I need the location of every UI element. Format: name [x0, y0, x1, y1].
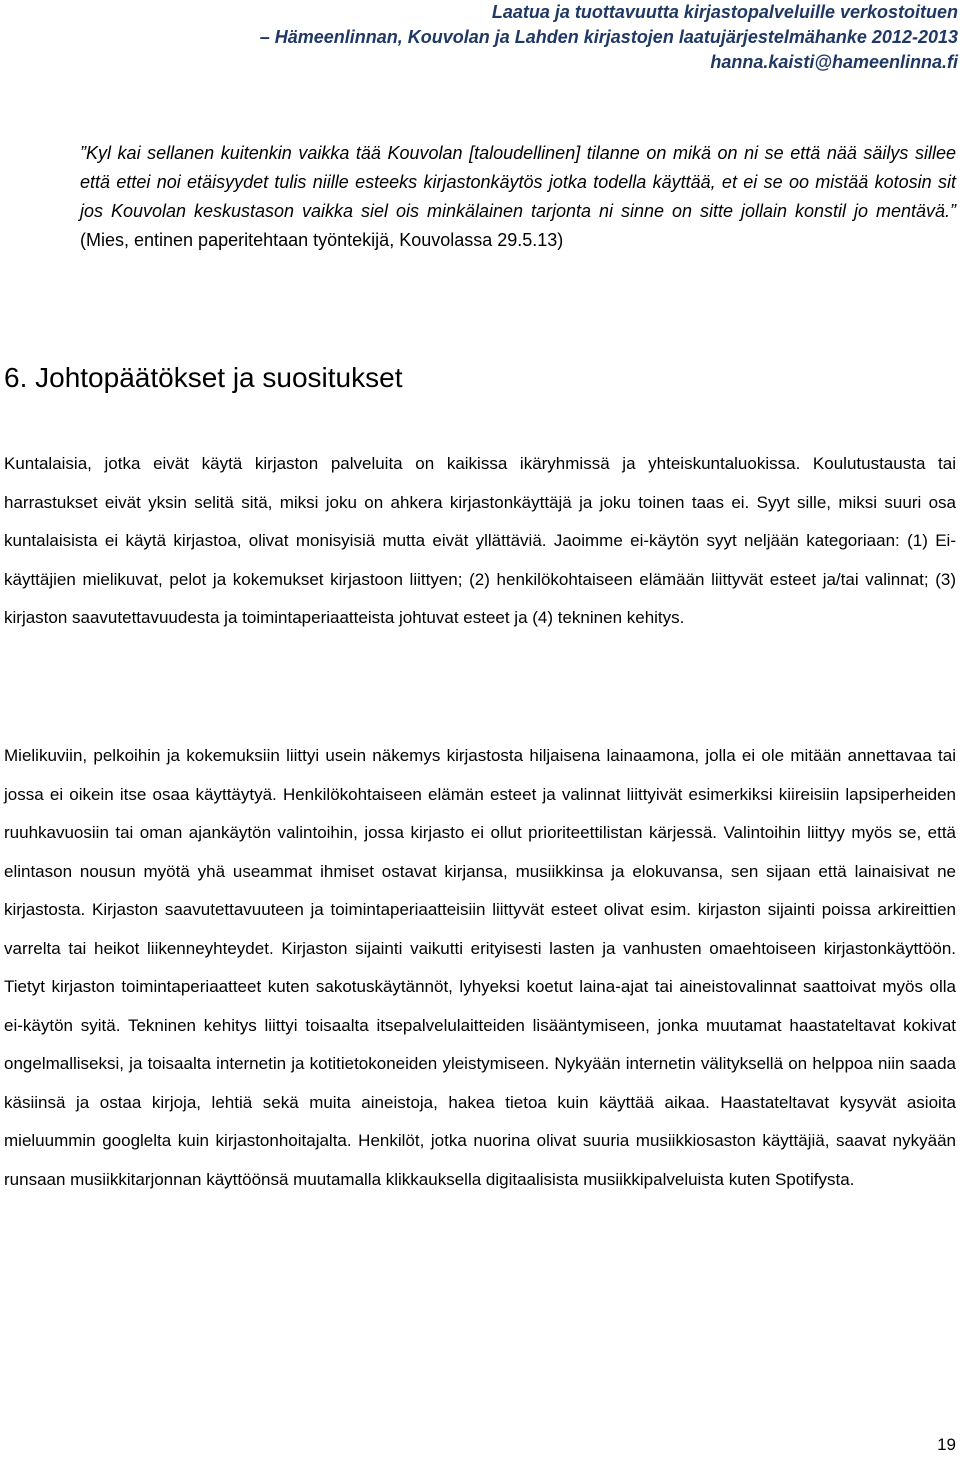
header-contact-email: hanna.kaisti@hameenlinna.fi [710, 52, 958, 72]
interview-quote [80, 139, 956, 255]
page-number: 19 [937, 1435, 956, 1454]
header-project-title: Laatua ja tuottavuutta kirjastopalveluille verkostoituen [491, 2, 958, 22]
quote-text: ”Kyl kai sellanen kuitenkin vaikka tää Kouvolan [taloudellinen] tilanne on mikä on ni se että nää säilys sillee että ettei noi etäisyydet tulis niille esteeks kirjastonkäytös jotka todella käyttää, et ei se oo mistää kotosin sit jos Kouvolan keskustason vaikka siel ois minkälainen tarjonta ni sinne on sitte jollain konstil jo mentävä.” [80, 143, 956, 221]
body-paragraph-2: Mielikuviin, pelkoihin ja kokemuksiin liittyi usein näkemys kirjastosta hiljaisena lainaamona, jolla ei ole mitään annettavaa tai jossa ei oikein itse osaa käyttäytyä. Henkilökohtaiseen elämän esteet ja valinnat liittyivät esimerkiksi kiireisiin lapsiperheiden ruuhkavuosiin tai oman ajankäytön valintoihin, jossa kirjasto ei ollut prioriteettilistan kärjessä. Valintoihin liittyy myös se, että elintason nousun myötä yhä useammat ihmiset ostavat kirjansa, musiikkinsa ja elokuvansa, sen sijaan että lainaisivat ne kirjastosta. Kirjaston saavutettavuuteen ja toimintaperiaatteisiin liittyvät esteet olivat esim. kirjaston sijainti poissa arkireittien varrelta tai heikot liikenneyhteydet. Kirjaston sijainti vaikutti erityisesti lasten ja vanhusten omaehtoiseen kirjastonkäyttöön. Tietyt kirjaston toimintaperiaatteet kuten sakotuskäytännöt, lyhyeksi koetut laina-ajat tai aineistovalinnat saattoivat myös olla ei-käytön syitä. Tekninen kehitys liittyi toisaalta itsepalvelulaitteiden lisääntymiseen, jonka muutamat haastateltavat kokivat ongelmalliseksi, ja toisaalta internetin ja kotitietokoneiden yleistymiseen. Nykyään internetin välityksellä on helppoa niin saada käsiinsä ja ostaa kirjoja, lehtiä sekä muita aineistoja, hakea tietoa kuin käyttää aikaa. Haastateltavat kysyvät asioita mieluummin googlelta kuin kirjastonhoitajalta. Henkilöt, jotka nuorina olivat suuria musiikkiosaston käyttäjiä, saavat nykyään runsaan musiikkitarjonnan käyttöönsä muutamalla klikkauksella digitaalisista musiikkipalveluista kuten Spotifysta. [4, 746, 956, 1189]
quote-attribution: (Mies, entinen paperitehtaan työntekijä, Kouvolassa 29.5.13) [80, 230, 564, 250]
header-project-subtitle: – Hämeenlinnan, Kouvolan ja Lahden kirjastojen laatujärjestelmähanke 2012-2013 [259, 27, 958, 47]
document-header [58, 0, 958, 75]
section-heading: 6. Johtopäätökset ja suositukset [4, 362, 403, 393]
body-paragraph-1: Kuntalaisia, jotka eivät käytä kirjaston palveluita on kaikissa ikäryhmissä ja yhteiskuntaluokissa. Koulutustausta tai harrastukset eivät yksin selitä sitä, miksi joku on ahkera kirjastonkäyttäjä ja joku toinen taas ei. Syyt sille, miksi suuri osa kuntalaisista ei käytä kirjastoa, olivat monisyisiä mutta eivät yllättäviä. Jaoimme ei-käytön syyt neljään kategoriaan: (1) Ei-käyttäjien mielikuvat, pelot ja kokemukset kirjastoon liittyen; (2) henkilökohtaiseen elämään liittyvät esteet ja/tai valinnat; (3) kirjaston saavutettavuudesta ja toimintaperiaatteista johtuvat esteet ja (4) tekninen kehitys. [4, 454, 956, 627]
